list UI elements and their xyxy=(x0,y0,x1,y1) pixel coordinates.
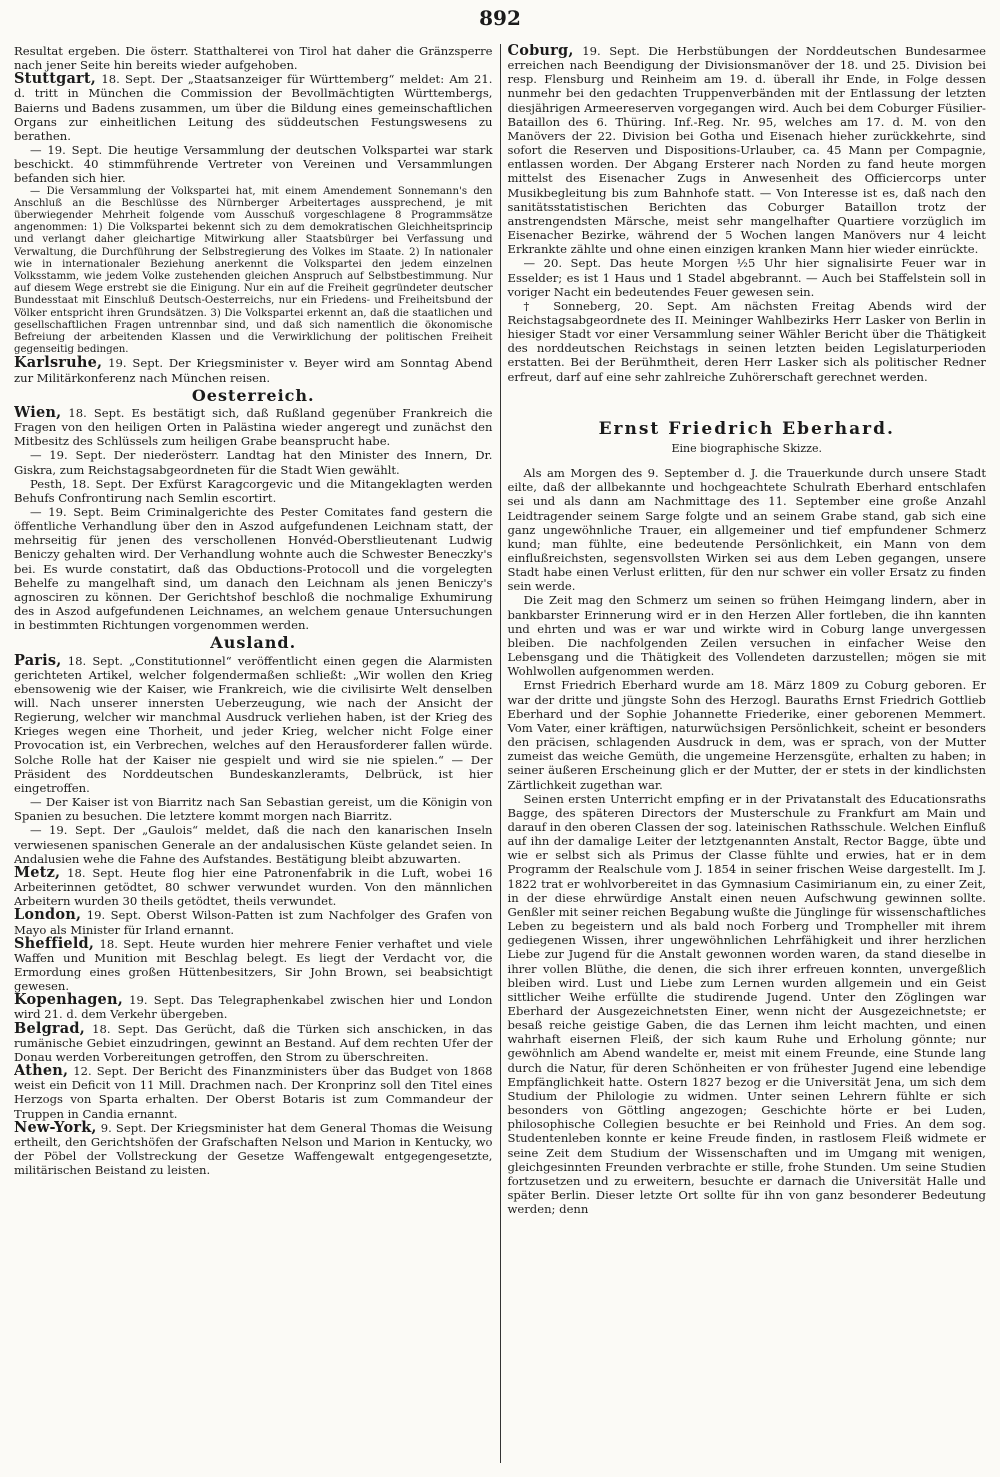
news-text: 18. Sept. Das Gerücht, daß die Türken sich anschicken, in das rumänische Gebiet einzudringen, gewinnt an Bestand. Auf dem rechten Ufer der Donau werden Vorbereitungen getroffen, den Strom zu überschreiten. xyxy=(14,1021,493,1064)
dateline: Paris, xyxy=(14,651,62,669)
news-item xyxy=(14,72,493,143)
news-text: 18. Sept. „Constitutionnel“ veröffentlicht einen gegen die Alarmisten gerichteten Artikel, welcher folgendermaßen schließt: „Wir wollen den Krieg ebensowenig wie der Kaiser, wie Frankreich, wie die civilisirte Welt denselben will. Nach unserer innersten Ueberzeugung, wie nach der Ansicht der Regierung, welcher wir manchmal Ausdruck verliehen haben, ist der Krieg des Krieges wegen eine Thorheit, und jeder Krieg, welcher nicht Folge einer Provocation ist, ein Verbrechen, welches auf den Herausforderer fallen würde. Solche Rolle hat der Kaiser nie gespielt und wird sie nie spielen.“ — Der Präsident des Norddeutschen Bundeskanzleramts, Delbrück, ist hier eingetroffen. xyxy=(14,653,493,795)
section-heading: Ausland. xyxy=(210,633,297,653)
dateline: Karlsruhe, xyxy=(14,354,103,372)
section-heading: Oesterreich. xyxy=(191,385,315,405)
dateline: Wien, xyxy=(14,403,62,421)
article-subtitle: Eine biographische Skizze. xyxy=(671,441,822,455)
news-text: 19. Sept. Der Kriegsminister v. Beyer wird am Sonntag Abend zur Militärkonferenz nach München reisen. xyxy=(14,356,493,385)
news-text: 18. Sept. Es bestätigt sich, daß Rußland gegenüber Frankreich die Fragen von den heiligen Orten in Palästina wieder angeregt und zunächst den Mitbesitz des Schlüssels zum heiligen Grabe beansprucht habe. xyxy=(14,405,493,449)
dateline: Belgrad, xyxy=(14,1019,85,1037)
news-item xyxy=(507,44,986,256)
paragraph: — 20. Sept. Das heute Morgen ½5 Uhr hier signalisirte Feuer war in Esselder; es ist 1 Haus und 1 Stadel abgebrannt. — Auch bei Staffelstein soll in voriger Nacht ein bedeutendes Feuer gewesen sein. xyxy=(507,256,986,299)
paragraph: — 19. Sept. Die heutige Versammlung der deutschen Volkspartei war stark beschickt. 40 stimmführende Vertreter von Vereinen und Versammlungen befanden sich hier. xyxy=(14,143,493,186)
news-item xyxy=(14,934,493,994)
dateline: Sheffield, xyxy=(14,934,95,952)
article-paragraph: Seinen ersten Unterricht empfing er in der Privatanstalt des Educationsraths Bagge, des späteren Directors der Musterschule zu Frankfurt am Main und darauf in den oberen Classen der sog. lateinischen Rathsschule. Welchen Einfluß auf ihn der damalige Leiter der letztgenannten Anstalt, Rector Bagge, übte und wie er selbst sich als Primus der Classe fühlte und erwies, hat er in dem Programm der Realschule vom J. 1854 in seiner frischen Weise dargestellt. Im J. 1822 trat er wohlvorbereitet in das Gymnasium Casimirianum ein, zu einer Zeit, in der diese ehrwürdige Anstalt einen neuen Aufschwung gewinnen sollte. Genßler mit seiner reichen Begabung wußte die Jünglinge für wissenschaftliches Leben zu begeistern und als bald noch Forberg und Trompheller mit ihrem gediegenen Wissen, ihrer ungewöhnlichen Lehrfähigkeit und ihrer herzlichen Liebe zur Jugend für die Anstalt gewonnen worden waren, da stand dieselbe in ihrer vollen Blüthe, die denen, die sich ihrer erfreuen konnten, unvergeßlich bleiben wird. Lust und Liebe zum Lernen wurden allgemein und ein Geist sittlicher Weihe erfüllte die studirende Jugend. Unter den Zöglingen war Eberhard der Ausgezeichnetsten Einer, wenn nicht der Ausgezeichnetste; er besaß reiche geistige Gaben, die das Lernen ihm leicht machten, und einen wahrhaft eisernen Fleiß, der sich kaum Ruhe und Erholung gönnte; nur gewöhnlich am Abend wandelte er, meist mit einem Freunde, eine Stunde lang durch die Natur, für deren Schönheiten er von frühester Jugend eine lebendige Empfänglichkeit hatte. Ostern 1827 bezog er die Universität Jena, um sich dem Studium der Philologie zu widmen. Unter seinen Lehrern fühlte er sich besonders von Göttling angezogen; Geschichte hörte er bei Luden, philosophische Collegien besuchte er bei Reinhold und Fries. An dem sog. Studentenleben konnte er keine Freude finden, in rastlosem Fleiß widmete er seine Zeit dem Studium der Wissenschaften und im Umgang mit wenigen, gleichgesinnten Freunden verbrachte er stille, frohe Stunden. Um seine Studien fortzusetzen und zu erweitern, besuchte er darnach die Universität Halle und später Berlin. Dieser letzte Ort sollte für ihn von ganz besonderer Bedeutung werden; denn xyxy=(507,791,986,1217)
paragraph: — Der Kaiser ist von Biarritz nach San Sebastian gereist, um die Königin von Spanien zu besuchen. Die letztere kommt morgen nach Biarritz. xyxy=(14,795,493,824)
news-text: 19. Sept. Das Telegraphenkabel zwischen hier und London wird 21. d. dem Verkehr übergeben. xyxy=(14,993,493,1022)
page-number: 892 xyxy=(479,6,521,30)
news-item xyxy=(14,1019,493,1064)
dateline: Athen, xyxy=(14,1062,69,1080)
dateline: Stuttgart, xyxy=(14,70,97,88)
article-paragraph: Die Zeit mag den Schmerz um seinen so frühen Heimgang lindern, aber in bankbarster Erinnerung wird er in den Herzen Aller fortleben, die ihn kannten und ehrten und was er war und wirkte wird in Coburg lange unvergessen bleiben. Die nachfolgenden Zeilen versuchen in einfacher Weise den Lebensgang und die Thätigkeit des Vollendeten darzustellen; mögen sie mit Wohlwollen aufgenommen werden. xyxy=(507,593,986,679)
news-text: 12. Sept. Der Bericht des Finanzministers über das Budget von 1868 weist ein Deficit von 11 Mill. Drachmen nach. Der Kronprinz soll den Titel eines Herzogs von Sparta erhalten. Der Oberst Botaris ist zum Commandeur der Truppen in Candia ernannt. xyxy=(14,1064,493,1121)
news-item xyxy=(14,356,493,384)
paragraph: — 19. Sept. Der niederösterr. Landtag hat den Minister des Innern, Dr. Giskra, zum Reichstagsabgeordneten für die Stadt Wien gewählt. xyxy=(14,448,493,477)
news-item xyxy=(14,651,493,796)
article-paragraph: Ernst Friedrich Eberhard wurde am 18. März 1809 zu Coburg geboren. Er war der dritte und jüngste Sohn des Herzogl. Bauraths Ernst Friedrich Gottlieb Eberhard und der Sophie Johannette Friederike, einer geborenen Memmert. Vom Vater, einer kräftigen, naturwüchsigen Persönlichkeit, scheint er besonders den präcisen, schlagenden Ausdruck in dem, was er sprach, von der Mutter zumeist das weiche Gemüth, die ungemeine Herzensgüte, erhalten zu haben; in seiner äußeren Erscheinung glich er der Mutter, der er stets in der kindlichsten Zärtlichkeit zugethan war. xyxy=(507,678,986,792)
article-paragraph: Als am Morgen des 9. September d. J. die Trauerkunde durch unsere Stadt eilte, daß der allbekannte und hochgeachtete Schulrath Eberhard entschlafen sei und als dann am Nachmittage des 11. September eine große Anzahl Leidtragender seinem Sarge folgte und an seinem Grabe stand, gab sich eine ganz ungewöhnliche Trauer, ein allgemeiner und tief empfundener Schmerz kund; man fühlte, eine bedeutende Persönlichkeit, ein Mann von dem einflußreichsten, segensvollsten Wirken sei aus dem Leben gegangen, unsere Stadt habe einen Verlust erlitten, für den nur schwer ein voller Ersatz zu finden sein werde. xyxy=(507,466,986,594)
small-print-paragraph: — Die Versammlung der Volkspartei hat, mit einem Amendement Sonnemann's den Anschluß an die Beschlüsse des Nürnberger Arbeitertages aussprechend, je mit überwiegender Mehrheit folgende vom Ausschuß vorgeschlagene 8 Programmsätze angenommen: 1) Die Volkspartei bekennt sich zu dem demokratischen Gleichheitsprincip und verlangt daher gleichartige Mitwirkung aller Staatsbürger bei Verfassung und Verwaltung, die Durchführung der Selbstregierung des Volkes im Staate. 2) In nationaler wie in internationaler Beziehung anerkennt die Volkspartei den jedem einzelnen Volksstamm, wie jedem Volke zustehenden gleichen Anspruch auf Selbstbestimmung. Nur auf diesem Wege erstrebt sie die Einigung. Nur ein auf die Freiheit gegründeter deutscher Bundesstaat mit Einschluß Deutsch-Oesterreichs, nur ein Friedens- und Freiheitsbund der Völker entspricht ihren Grundsätzen. 3) Die Volkspartei erkennt an, daß die staatlichen und gesellschaftlichen Fragen untrennbar sind, und daß sich namentlich die ökonomische Befreiung der arbeitenden Klassen und die Verwirklichung der politischen Freiheit gegenseitig bedingen. xyxy=(14,185,493,356)
news-text: 19. Sept. Die Herbstübungen der Norddeutschen Bundesarmee erreichen nach Beendigung der Divisionsmanöver der 18. und 25. Division bei resp. Flensburg und Reinheim am 19. d. überall ihr Ende, in Folge dessen nunmehr bei den gedachten Truppenverbänden mit der Entlassung der letzten diesjährigen Armeereserven vorgegangen wird. Auch bei dem Coburger Füsilier-Bataillon des 6. Thüring. Inf.-Reg. Nr. 95, welches am 17. d. M. von den Manövers der 22. Division bei Gotha und Eisenach hieher zurückkehrte, sind sofort die Reserven und Dispositions-Urlauber, ca. 45 Mann per Compagnie, entlassen worden. Der Abgang Ersterer nach Norden zu fand heute morgen mittelst des Eisenacher Zugs in Anwesenheit des Officiercorps unter Musikbegleitung bis zum Bahnhofe statt. — Von Interesse ist es, daß nach den sanitätsstatistischen Berichten das Coburger Bataillon trotz der anstrengendsten Märsche, meist sehr mangelhafter Quartiere vorzüglich im Eisenacher Bezirke, während der 5 Wochen langen Manövers nur 4 leicht Erkrankte zählte und ohne einen einzigen kranken Mann hier wieder einrückte. xyxy=(507,44,986,257)
article-title: Ernst Friedrich Eberhard. xyxy=(598,418,895,439)
news-text: 18. Sept. Heute wurden hier mehrere Fenier verhaftet und viele Waffen und Munition mit Beschlag belegt. Es liegt der Verdacht vor, die Ermordung eines großen Hüttenbesitzers, Sir John Brown, sei beabsichtigt gewesen. xyxy=(14,936,493,994)
news-item xyxy=(14,993,493,1021)
news-text: 9. Sept. Der Kriegsminister hat dem General Thomas die Weisung ertheilt, den Gerichtshöfen der Grafschaften Nelson und Marion in Kentucky, wo der Pöbel der Vollstreckung der Gesetze Waffengewalt entgegengesetzte, militärischen Beistand zu leisten. xyxy=(14,1120,493,1178)
right-column xyxy=(507,44,986,1463)
news-text: 18. Sept. Heute flog hier eine Patronenfabrik in die Luft, wobei 16 Arbeiterinnen getödtet, 80 schwer verwundet wurden. Von den männlichen Arbeitern wurden 30 theils getödtet, theils verwundet. xyxy=(14,865,493,909)
paragraph: Pesth, 18. Sept. Der Exfürst Karagcorgevic und die Mitangeklagten werden Behufs Confrontirung nach Semlin escortirt. xyxy=(14,476,493,505)
dateline: Kopenhagen, xyxy=(14,991,123,1009)
news-item xyxy=(14,1064,493,1121)
dateline: Metz, xyxy=(14,863,61,881)
dateline: London, xyxy=(14,906,82,924)
paragraph: Resultat ergeben. Die österr. Statthalterei von Tirol hat daher die Gränzsperre nach jener Seite hin bereits wieder aufgehoben. xyxy=(14,44,493,73)
column-rule xyxy=(500,44,501,1463)
news-text: 18. Sept. Der „Staatsanzeiger für Württemberg“ meldet: Am 21. d. tritt in München die Commission der Bevollmächtigten Württembergs, Baierns und Badens zusammen, um über die Bildung eines gemeinschaftlichen Organs zur einheitlichen Leitung des süddeutschen Festungswesens zu berathen. xyxy=(14,72,493,143)
left-column xyxy=(14,44,493,1463)
columns xyxy=(14,44,986,1463)
paragraph: — 19. Sept. Der „Gaulois“ meldet, daß die nach den kanarischen Inseln verwiesenen spanischen Generale an der andalusischen Küste gelandet seien. In Andalusien wehe die Fahne des Aufstandes. Bestätigung bleibt abzuwarten. xyxy=(14,823,493,866)
dateline: Coburg, xyxy=(507,44,574,59)
news-item xyxy=(14,908,493,936)
news-text: 19. Sept. Oberst Wilson-Patten ist zum Nachfolger des Grafen von Mayo als Minister für Irland ernannt. xyxy=(14,908,493,937)
news-item xyxy=(14,863,493,909)
paragraph: — 19. Sept. Beim Criminalgerichte des Pester Comitates fand gestern die öffentliche Verhandlung über den in Aszod aufgefundenen Leichnam statt, der mehrseitig für jenen des verschollenen Honvéd-Oberstlieutenant Ludwig Beniczy gehalten wird. Der Verhandlung wohnte auch die Schwester Beneczky's bei. Es wurde constatirt, daß das Obductions-Protocoll und die vorgelegten Behelfe zu mangelhaft sind, um danach den Leichnam als jenen Beniczy's agnosciren zu können. Der Gerichtshof beschloß die nochmalige Exhumirung des in Aszod aufgefundenen Leichnames, an welchem genaue Untersuchungen in bestimmten Richtungen vorgenommen werden. xyxy=(14,504,493,633)
news-item xyxy=(14,1118,493,1178)
dateline: New-York, xyxy=(14,1118,97,1136)
news-item xyxy=(14,403,493,449)
paragraph: † Sonneberg, 20. Sept. Am nächsten Freitag Abends wird der Reichstagsabgeordnete des II. Meininger Wahlbezirks Herr Lasker von Berlin in hiesiger Stadt vor einer Versammlung seiner Wähler Bericht über die Thätigkeit des norddeutschen Reichstags in seinen letzten beiden Legislaturperioden erstatten. Bei der Berühmtheit, deren Herr Lasker sich als politischer Redner erfreut, darf auf eine sehr zahlreiche Zuhörerschaft gerechnet werden. xyxy=(507,298,986,384)
